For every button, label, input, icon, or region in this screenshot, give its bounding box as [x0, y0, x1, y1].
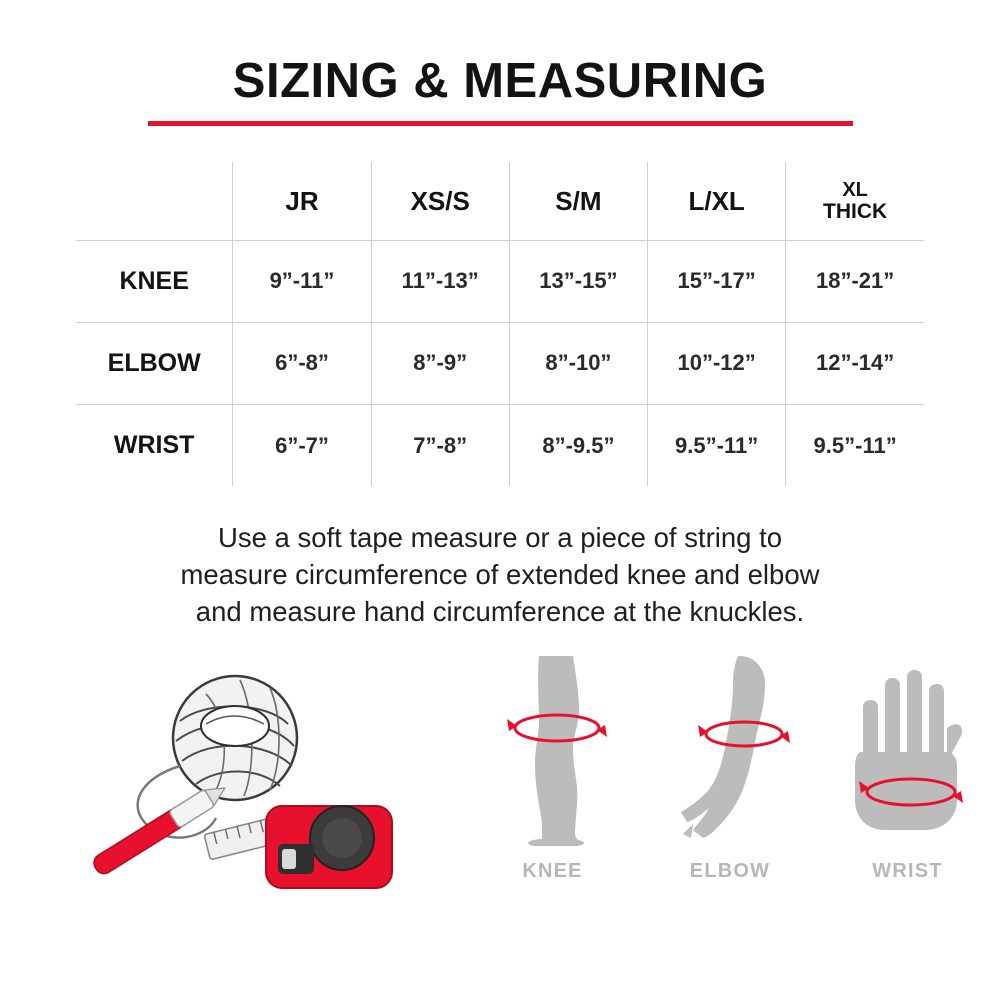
column-header-xl-thick-line2: THICK: [823, 199, 888, 223]
cell-wrist-jr: 6”-7”: [233, 404, 371, 486]
table-corner-cell: [76, 162, 233, 240]
measuring-instructions: [50, 520, 950, 630]
cell-elbow-jr: 6”-8”: [233, 322, 371, 404]
cell-knee-s-m: 13”-15”: [509, 240, 647, 322]
cell-knee-xs-s: 11”-13”: [371, 240, 509, 322]
illustration-caption-elbow: ELBOW: [689, 860, 771, 883]
page-title: SIZING & MEASURING: [232, 54, 768, 108]
cell-wrist-s-m: 8”-9.5”: [509, 404, 647, 486]
column-header-s-m: S/M: [509, 162, 647, 240]
illustration-caption-knee: KNEE: [522, 860, 583, 883]
knee-art: [470, 656, 635, 846]
cell-elbow-l-xl: 10”-12”: [648, 322, 786, 404]
body-part-illustrations: [470, 656, 990, 926]
elbow-art: [648, 656, 813, 846]
column-header-xl-thick: [786, 162, 924, 240]
cell-elbow-xs-s: 8”-9”: [371, 322, 509, 404]
page-header: [0, 0, 1000, 126]
hand-knuckles-measure-icon: [843, 656, 973, 846]
cell-wrist-xl-thick: 9.5”-11”: [786, 404, 924, 486]
cell-elbow-xl-thick: 12”-14”: [786, 322, 924, 404]
cell-wrist-l-xl: 9.5”-11”: [648, 404, 786, 486]
tools-illustration-svg: [30, 666, 410, 896]
illustration-knee: [470, 656, 635, 926]
instructions-line-3: and measure hand circumference at the knuckles.: [195, 595, 805, 627]
cell-knee-xl-thick: 18”-21”: [786, 240, 924, 322]
instructions-line-1: Use a soft tape measure or a piece of string to: [217, 522, 783, 554]
table-row: [76, 240, 924, 322]
arm-elbow-measure-icon: [665, 656, 795, 846]
cell-knee-l-xl: 15”-17”: [648, 240, 786, 322]
column-header-xl-thick-lines: [787, 180, 923, 223]
cell-elbow-s-m: 8”-10”: [509, 322, 647, 404]
illustration-wrist: [825, 656, 990, 926]
title-underline-rule: [148, 121, 853, 126]
string-ball-and-tape-measure-icon: [30, 666, 410, 896]
instructions-line-2: measure circumference of extended knee and elbow: [180, 559, 820, 590]
sizing-table: [76, 162, 924, 486]
table-header-row: [76, 162, 924, 240]
table-row: [76, 404, 924, 486]
column-header-xs-s: XS/S: [371, 162, 509, 240]
cell-knee-jr: 9”-11”: [233, 240, 371, 322]
wrist-art: [825, 656, 990, 846]
illustration-elbow: [648, 656, 813, 926]
row-label-knee: KNEE: [76, 240, 233, 322]
illustrations-row: [0, 656, 1000, 931]
table-body: [76, 240, 924, 486]
table-row: [76, 322, 924, 404]
illustration-caption-wrist: WRIST: [872, 860, 943, 883]
column-header-jr: JR: [233, 162, 371, 240]
row-label-wrist: WRIST: [113, 431, 195, 460]
column-header-xl-thick-line1: XL: [842, 178, 868, 201]
sizing-table-container: [70, 162, 930, 486]
leg-knee-measure-icon: [493, 656, 613, 846]
row-label-elbow: ELBOW: [76, 322, 233, 404]
cell-wrist-xs-s: 7”-8”: [371, 404, 509, 486]
column-header-l-xl: L/XL: [648, 162, 786, 240]
table-header: [76, 162, 924, 240]
